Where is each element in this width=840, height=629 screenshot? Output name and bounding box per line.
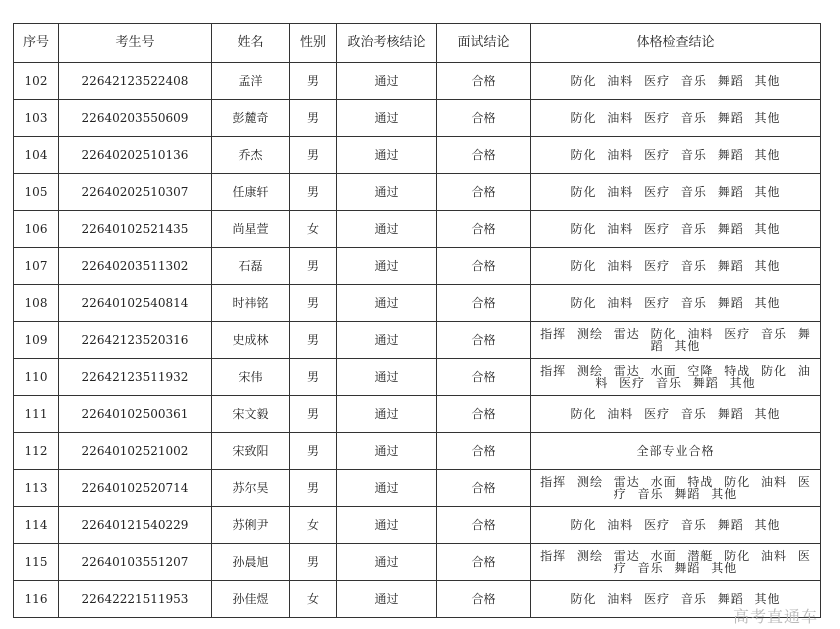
cell-interview: 合格 xyxy=(437,211,531,248)
cell-physical: 防化 油料 医疗 音乐 舞蹈 其他 xyxy=(531,211,821,248)
cell-exam-id: 22640202510307 xyxy=(59,174,212,211)
cell-physical: 指挥 测绘 雷达 防化 油料 医疗 音乐 舞蹈 其他 xyxy=(531,322,821,359)
cell-gender: 男 xyxy=(290,137,337,174)
cell-no: 103 xyxy=(14,100,59,137)
cell-name: 孟洋 xyxy=(212,63,290,100)
cell-gender: 男 xyxy=(290,63,337,100)
cell-exam-id: 22640103551207 xyxy=(59,544,212,581)
cell-political: 通过 xyxy=(337,100,437,137)
cell-physical: 防化 油料 医疗 音乐 舞蹈 其他 xyxy=(531,396,821,433)
cell-exam-id: 22640102540814 xyxy=(59,285,212,322)
cell-physical: 防化 油料 医疗 音乐 舞蹈 其他 xyxy=(531,507,821,544)
cell-physical: 指挥 测绘 雷达 水面 特战 防化 油料 医疗 音乐 舞蹈 其他 xyxy=(531,470,821,507)
watermark: 高考直通车 xyxy=(732,607,818,626)
cell-interview: 合格 xyxy=(437,100,531,137)
results-table xyxy=(13,23,821,618)
cell-physical: 防化 油料 医疗 音乐 舞蹈 其他 xyxy=(531,100,821,137)
cell-name: 苏俐尹 xyxy=(212,507,290,544)
table-row xyxy=(14,174,821,211)
cell-physical: 防化 油料 医疗 音乐 舞蹈 其他 xyxy=(531,174,821,211)
cell-gender: 女 xyxy=(290,211,337,248)
cell-name: 苏尔昊 xyxy=(212,470,290,507)
cell-no: 108 xyxy=(14,285,59,322)
cell-physical: 指挥 测绘 雷达 水面 空降 特战 防化 油料 医疗 音乐 舞蹈 其他 xyxy=(531,359,821,396)
cell-gender: 男 xyxy=(290,285,337,322)
cell-name: 石磊 xyxy=(212,248,290,285)
cell-exam-id: 22640102520714 xyxy=(59,470,212,507)
table-row xyxy=(14,470,821,507)
cell-gender: 男 xyxy=(290,100,337,137)
table-row xyxy=(14,63,821,100)
cell-no: 102 xyxy=(14,63,59,100)
cell-interview: 合格 xyxy=(437,322,531,359)
cell-exam-id: 22640203550609 xyxy=(59,100,212,137)
cell-name: 尚星萱 xyxy=(212,211,290,248)
cell-no: 107 xyxy=(14,248,59,285)
cell-interview: 合格 xyxy=(437,285,531,322)
cell-no: 111 xyxy=(14,396,59,433)
cell-name: 彭麓奇 xyxy=(212,100,290,137)
cell-exam-id: 22642221511953 xyxy=(59,581,212,618)
cell-gender: 男 xyxy=(290,359,337,396)
cell-interview: 合格 xyxy=(437,174,531,211)
cell-no: 114 xyxy=(14,507,59,544)
table-row xyxy=(14,433,821,470)
cell-political: 通过 xyxy=(337,248,437,285)
cell-no: 112 xyxy=(14,433,59,470)
cell-name: 史成林 xyxy=(212,322,290,359)
cell-exam-id: 22642123522408 xyxy=(59,63,212,100)
table-row xyxy=(14,100,821,137)
cell-gender: 男 xyxy=(290,322,337,359)
cell-interview: 合格 xyxy=(437,359,531,396)
cell-interview: 合格 xyxy=(437,433,531,470)
cell-political: 通过 xyxy=(337,433,437,470)
cell-physical: 防化 油料 医疗 音乐 舞蹈 其他 xyxy=(531,248,821,285)
cell-exam-id: 22642123511932 xyxy=(59,359,212,396)
cell-name: 时祎铭 xyxy=(212,285,290,322)
cell-no: 116 xyxy=(14,581,59,618)
cell-name: 宋伟 xyxy=(212,359,290,396)
cell-physical: 防化 油料 医疗 音乐 舞蹈 其他 xyxy=(531,285,821,322)
header-interview: 面试结论 xyxy=(437,24,531,63)
cell-political: 通过 xyxy=(337,581,437,618)
cell-political: 通过 xyxy=(337,359,437,396)
cell-exam-id: 22640202510136 xyxy=(59,137,212,174)
cell-political: 通过 xyxy=(337,211,437,248)
cell-interview: 合格 xyxy=(437,248,531,285)
header-political: 政治考核结论 xyxy=(337,24,437,63)
cell-name: 孙晨旭 xyxy=(212,544,290,581)
cell-no: 113 xyxy=(14,470,59,507)
cell-gender: 男 xyxy=(290,396,337,433)
cell-interview: 合格 xyxy=(437,544,531,581)
cell-physical: 防化 油料 医疗 音乐 舞蹈 其他 xyxy=(531,137,821,174)
cell-exam-id: 22640102521002 xyxy=(59,433,212,470)
header-physical: 体格检查结论 xyxy=(531,24,821,63)
table-row xyxy=(14,285,821,322)
cell-political: 通过 xyxy=(337,63,437,100)
cell-political: 通过 xyxy=(337,137,437,174)
cell-no: 105 xyxy=(14,174,59,211)
header-row xyxy=(14,24,821,63)
cell-physical: 防化 油料 医疗 音乐 舞蹈 其他 xyxy=(531,63,821,100)
cell-political: 通过 xyxy=(337,396,437,433)
cell-name: 孙佳煜 xyxy=(212,581,290,618)
cell-exam-id: 22640121540229 xyxy=(59,507,212,544)
cell-no: 109 xyxy=(14,322,59,359)
cell-interview: 合格 xyxy=(437,396,531,433)
cell-no: 115 xyxy=(14,544,59,581)
cell-exam-id: 22640203511302 xyxy=(59,248,212,285)
cell-exam-id: 22640102500361 xyxy=(59,396,212,433)
cell-interview: 合格 xyxy=(437,507,531,544)
header-name: 姓名 xyxy=(212,24,290,63)
cell-exam-id: 22642123520316 xyxy=(59,322,212,359)
table-row xyxy=(14,322,821,359)
cell-name: 任康轩 xyxy=(212,174,290,211)
cell-name: 宋文毅 xyxy=(212,396,290,433)
cell-gender: 女 xyxy=(290,507,337,544)
table-row xyxy=(14,544,821,581)
table-row xyxy=(14,137,821,174)
cell-physical: 指挥 测绘 雷达 水面 潜艇 防化 油料 医疗 音乐 舞蹈 其他 xyxy=(531,544,821,581)
cell-gender: 男 xyxy=(290,433,337,470)
header-exam-id: 考生号 xyxy=(59,24,212,63)
cell-no: 110 xyxy=(14,359,59,396)
cell-no: 106 xyxy=(14,211,59,248)
cell-interview: 合格 xyxy=(437,470,531,507)
cell-interview: 合格 xyxy=(437,581,531,618)
table-row xyxy=(14,248,821,285)
cell-political: 通过 xyxy=(337,507,437,544)
cell-political: 通过 xyxy=(337,470,437,507)
table-row xyxy=(14,581,821,618)
cell-physical: 全部专业合格 xyxy=(531,433,821,470)
table-row xyxy=(14,507,821,544)
header-gender: 性别 xyxy=(290,24,337,63)
cell-gender: 男 xyxy=(290,248,337,285)
header-no: 序号 xyxy=(14,24,59,63)
cell-name: 乔杰 xyxy=(212,137,290,174)
cell-gender: 男 xyxy=(290,470,337,507)
cell-political: 通过 xyxy=(337,174,437,211)
cell-gender: 男 xyxy=(290,174,337,211)
cell-no: 104 xyxy=(14,137,59,174)
cell-gender: 女 xyxy=(290,581,337,618)
table-row xyxy=(14,396,821,433)
cell-exam-id: 22640102521435 xyxy=(59,211,212,248)
table-row xyxy=(14,211,821,248)
cell-interview: 合格 xyxy=(437,63,531,100)
cell-physical: 防化 油料 医疗 音乐 舞蹈 其他 xyxy=(531,581,821,618)
cell-interview: 合格 xyxy=(437,137,531,174)
cell-gender: 男 xyxy=(290,544,337,581)
cell-political: 通过 xyxy=(337,322,437,359)
cell-political: 通过 xyxy=(337,285,437,322)
cell-name: 宋致阳 xyxy=(212,433,290,470)
cell-political: 通过 xyxy=(337,544,437,581)
table-row xyxy=(14,359,821,396)
